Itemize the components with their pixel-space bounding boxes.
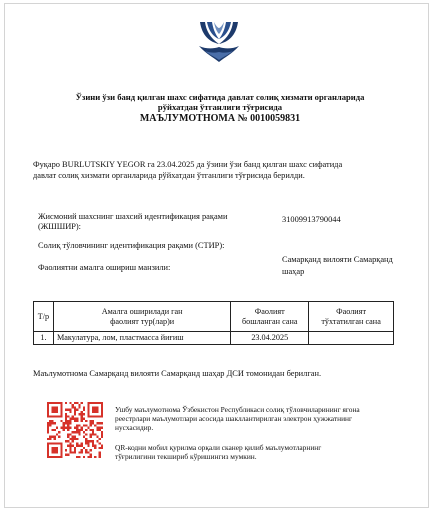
header-activity-line2: фаолият тур(лар)и xyxy=(110,316,175,326)
pinfl-label-line2: (ЖШШИР): xyxy=(38,222,82,232)
note1-line3: нусхасидир. xyxy=(115,423,154,432)
table-row xyxy=(34,332,394,345)
note1-line1: Ушбу маълумотнома Ўзбекистон Республикаси солиқ тўловчиларининг ягона xyxy=(115,405,360,414)
note1-line2: реестрлари маълумотлари асосида шакллантирилган электрон ҳужжатнинг xyxy=(115,414,353,423)
tin-label: Солиқ тўловчининг идентификация рақами (СТИР): xyxy=(38,241,225,250)
qr-code-icon xyxy=(47,402,103,458)
address-value xyxy=(282,254,417,278)
cell-activity: Макулатура, лом, пластмасса йиғиш xyxy=(53,332,230,345)
header-end-date xyxy=(309,302,394,332)
address-value-line2: шаҳар xyxy=(282,267,305,276)
bird-emblem-icon xyxy=(194,18,244,64)
table-header-row xyxy=(34,302,394,332)
note-qr-verify xyxy=(115,443,413,461)
activity-table xyxy=(33,301,394,345)
note2-line2: тўғрилигини текшириб кўришингиз мумкин. xyxy=(115,452,257,461)
header-start-line2: бошланган сана xyxy=(242,316,298,326)
note-electronic-copy xyxy=(115,405,413,432)
cell-start-date: 23.04.2025 xyxy=(231,332,309,345)
intro-line1: Фуқаро BURLUTSKIY YEGOR га 23.04.2025 да ўзини ўзи банд қилган шахс сифатида xyxy=(33,160,343,169)
header-start-date xyxy=(231,302,309,332)
cell-end-date xyxy=(309,332,394,345)
cell-num: 1. xyxy=(34,332,54,345)
address-value-line1: Самарқанд вилояти Самарқанд xyxy=(282,255,393,264)
document-title-line1: Ўзини ўзи банд қилган шахс сифатида давлат солиқ хизмати органларида xyxy=(75,92,365,102)
issued-by-text: Маълумотнома Самарқанд вилояти Самарқанд шаҳар ДСИ томонидан берилган. xyxy=(33,369,322,378)
document-number-title: МАЪЛУМОТНОМА № 0010059831 xyxy=(139,113,301,124)
header-activity-line1: Амалга оширилади ган xyxy=(101,306,183,316)
note2-line1: QR-кодни мобил қурилма орқали сканер қилиб маълумотларнинг xyxy=(115,443,322,452)
address-label: Фаолиятни амалга ошириш манзили: xyxy=(38,263,171,272)
intro-line2: давлат солиқ хизмати органларида рўйхатдан ўтганлиги тўғрисида берилди. xyxy=(33,170,305,180)
pinfl-label-line1: Жисмоний шахснинг шахсий идентификация рақами xyxy=(38,212,228,221)
pinfl-value: 31009913790044 xyxy=(282,215,341,224)
header-end-line1: Фаолият xyxy=(336,306,367,316)
header-num: Т/р xyxy=(34,302,54,332)
header-start-line1: Фаолият xyxy=(254,306,285,316)
intro-paragraph xyxy=(33,160,413,182)
header-activity xyxy=(53,302,230,332)
document-title-line2: рўйхатдан ўтганлиги тўғрисида xyxy=(157,102,283,112)
header-end-line2: тўхтатилган сана xyxy=(321,316,381,326)
document-page xyxy=(4,3,429,508)
pinfl-label xyxy=(38,212,278,232)
